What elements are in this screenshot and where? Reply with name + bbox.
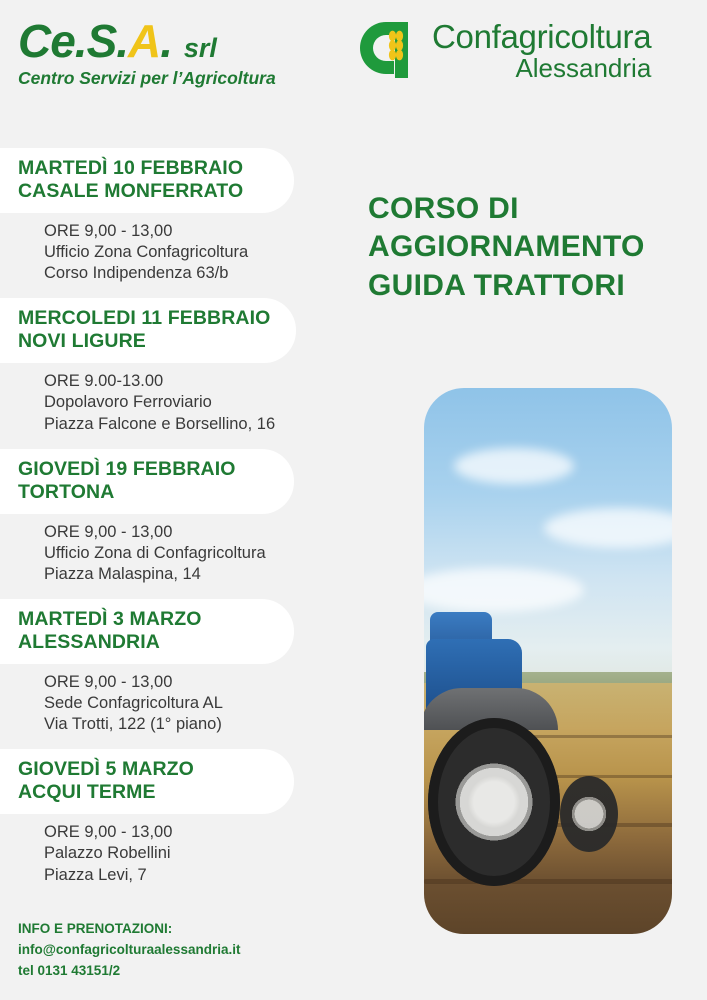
event-venue: Sede Confagricoltura AL — [44, 694, 223, 713]
event-details — [0, 664, 352, 735]
event-address: Via Trotti, 122 (1° piano) — [44, 715, 222, 734]
photo-cloud — [454, 448, 574, 484]
cesa-logo-main-prefix: Ce.S. — [18, 15, 129, 67]
event-title-pill — [0, 298, 296, 363]
tractor-photo — [424, 388, 672, 934]
contact-phone: tel 0131 43151/2 — [18, 963, 121, 979]
page-title-line-3: GUIDA TRATTORI — [368, 268, 625, 302]
list-item — [0, 449, 352, 585]
event-details — [0, 213, 352, 284]
event-address: Piazza Falcone e Borsellino, 16 — [44, 414, 276, 433]
contact-heading: INFO E PRENOTAZIONI: — [18, 921, 173, 937]
list-item — [0, 148, 352, 284]
event-time: ORE 9,00 - 13,00 — [44, 823, 173, 842]
cesa-logo-main-suffix: . — [160, 15, 173, 67]
event-date: GIOVEDÌ 19 FEBBRAIO — [18, 457, 236, 480]
contact-info — [18, 919, 240, 982]
poster-header — [0, 0, 707, 118]
photo-furrow — [424, 879, 672, 884]
event-address: Corso Indipendenza 63/b — [44, 264, 229, 283]
tractor-wheel-hub — [468, 776, 520, 828]
event-time: ORE 9,00 - 13,00 — [44, 522, 173, 541]
event-city: ALESSANDRIA — [18, 630, 160, 653]
list-item — [0, 298, 352, 434]
event-time: ORE 9.00-13.00 — [44, 372, 164, 391]
event-time: ORE 9,00 - 13,00 — [44, 672, 173, 691]
event-date: MARTEDÌ 3 MARZO — [18, 607, 202, 630]
list-item — [0, 599, 352, 735]
event-city: TORTONA — [18, 480, 115, 503]
cesa-logo-subtitle: Centro Servizi per l’Agricoltura — [18, 68, 276, 88]
cesa-logo — [18, 15, 338, 89]
event-time: ORE 9,00 - 13,00 — [44, 222, 173, 240]
event-venue: Ufficio Zona Confagricoltura — [44, 243, 249, 262]
page-title-line-1: CORSO DI — [368, 192, 519, 225]
cesa-logo-wheat-letter: A — [128, 15, 161, 67]
cesa-logo-srl: srl — [183, 33, 217, 63]
contact-email[interactable]: info@confagricolturaalessandria.it — [18, 942, 241, 958]
event-venue: Dopolavoro Ferroviario — [44, 393, 212, 412]
event-title-pill — [0, 148, 294, 213]
cesa-logo-wordmark — [18, 15, 338, 67]
event-city: ACQUI TERME — [18, 781, 156, 804]
event-details — [0, 814, 352, 885]
event-title-pill — [0, 449, 294, 514]
event-venue: Palazzo Robellini — [44, 844, 171, 863]
event-date: MERCOLEDI 11 FEBBRAIO — [18, 307, 271, 330]
page-title-line-2: AGGIORNAMENTO — [368, 230, 645, 264]
photo-furrow — [514, 735, 672, 738]
tractor-front-wheel — [428, 718, 560, 886]
confagricoltura-logo-name: Confagricoltura — [432, 18, 652, 55]
event-list — [0, 148, 352, 900]
event-city: CASALE MONFERRATO — [18, 180, 244, 202]
event-address: Piazza Malaspina, 14 — [44, 564, 201, 583]
event-venue: Ufficio Zona di Confagricoltura — [44, 543, 266, 562]
tractor-rear-wheel — [560, 776, 618, 852]
confagricoltura-logo-city: Alessandria — [515, 53, 652, 83]
event-date: GIOVEDÌ 5 MARZO — [18, 758, 194, 781]
event-date: MARTEDÌ 10 FEBBRAIO — [18, 157, 244, 179]
event-address: Piazza Levi, 7 — [44, 865, 147, 884]
list-item — [0, 749, 352, 885]
event-details — [0, 514, 352, 585]
event-details — [0, 363, 352, 434]
event-title-pill — [0, 749, 294, 814]
page-title — [368, 190, 645, 305]
event-title-pill — [0, 599, 294, 664]
confagricoltura-logo-text — [432, 14, 651, 81]
confagricoltura-wheat-icon — [352, 16, 422, 86]
confagricoltura-logo — [352, 14, 651, 86]
event-city: NOVI LIGURE — [18, 330, 146, 353]
